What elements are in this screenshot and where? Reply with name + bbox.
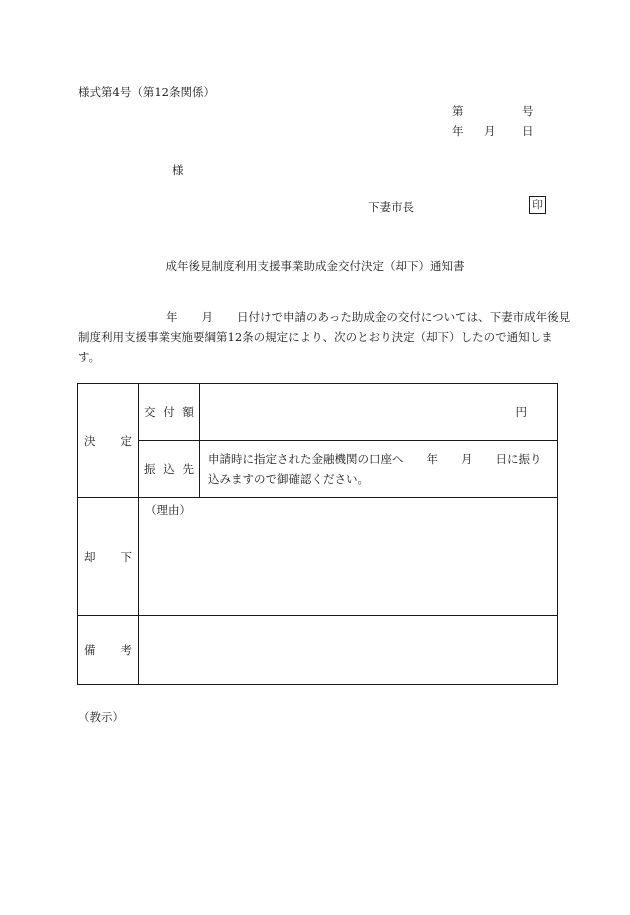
amount-label-cell bbox=[139, 384, 200, 441]
remarks-value-cell[interactable] bbox=[139, 616, 558, 685]
rejection-label-cell bbox=[78, 498, 139, 616]
notice-body bbox=[78, 307, 571, 367]
transfer-label-char-1: 振 bbox=[144, 462, 156, 476]
decision-label-a: 決 bbox=[84, 433, 96, 448]
amount-label-char-1: 交 bbox=[144, 405, 156, 419]
rejection-label-b: 下 bbox=[120, 549, 132, 564]
form-number: 様式第4号（第12条関係） bbox=[78, 85, 215, 99]
instruction-heading: （教示） bbox=[78, 710, 124, 724]
amount-label-char-3: 額 bbox=[182, 405, 194, 419]
body-line-3: す。 bbox=[78, 350, 101, 364]
amount-unit: 円 bbox=[515, 405, 527, 419]
addressee-honorific: 様 bbox=[172, 163, 184, 177]
date-day-label: 日 bbox=[522, 124, 534, 138]
transfer-text-line-2: 込みますので御確認ください。 bbox=[208, 472, 369, 486]
body-line-2: 制度利用支援事業実施要綱第12条の規定により、次のとおり決定（却下）したので通知しま bbox=[78, 330, 553, 344]
transfer-label-cell bbox=[139, 441, 200, 498]
seal-stamp: 印 bbox=[529, 196, 546, 214]
remarks-label-a: 備 bbox=[84, 643, 96, 657]
remarks-label-b: 考 bbox=[120, 643, 132, 657]
transfer-row bbox=[78, 441, 558, 498]
rejection-label-a: 却 bbox=[84, 549, 96, 564]
decision-table bbox=[77, 383, 558, 685]
body-line-1-rest: 日付けで申請のあった助成金の交付については、下妻市成年後見 bbox=[237, 310, 571, 324]
rejection-reason-cell[interactable] bbox=[139, 498, 558, 616]
date-year-label: 年 bbox=[452, 124, 464, 138]
rejection-row bbox=[78, 498, 558, 616]
transfer-value-cell[interactable] bbox=[200, 441, 558, 498]
transfer-text-line-1: 申請時に指定された金融機関の口座へ 年 月 日に振り bbox=[208, 452, 542, 466]
document-number-suffix: 号 bbox=[522, 104, 534, 118]
reason-label: （理由） bbox=[145, 503, 191, 517]
decision-label-b: 定 bbox=[120, 433, 132, 448]
decision-label-cell bbox=[78, 384, 139, 498]
transfer-label-char-2: 込 bbox=[163, 462, 175, 476]
amount-row bbox=[78, 384, 558, 441]
document-title: 成年後見制度利用支援事業助成金交付決定（却下）通知書 bbox=[165, 259, 465, 273]
issuer-name: 下妻市長 bbox=[368, 200, 414, 214]
transfer-label-char-3: 先 bbox=[182, 462, 194, 476]
body-line-1 bbox=[78, 307, 571, 327]
date-month-label: 月 bbox=[484, 124, 496, 138]
remarks-label-cell bbox=[78, 616, 139, 685]
amount-label-char-2: 付 bbox=[163, 405, 175, 419]
document-number-label: 第 bbox=[452, 104, 464, 118]
body-month: 月 bbox=[201, 310, 213, 324]
body-year: 年 bbox=[166, 310, 178, 324]
amount-value-cell[interactable] bbox=[200, 384, 558, 441]
remarks-row bbox=[78, 616, 558, 685]
